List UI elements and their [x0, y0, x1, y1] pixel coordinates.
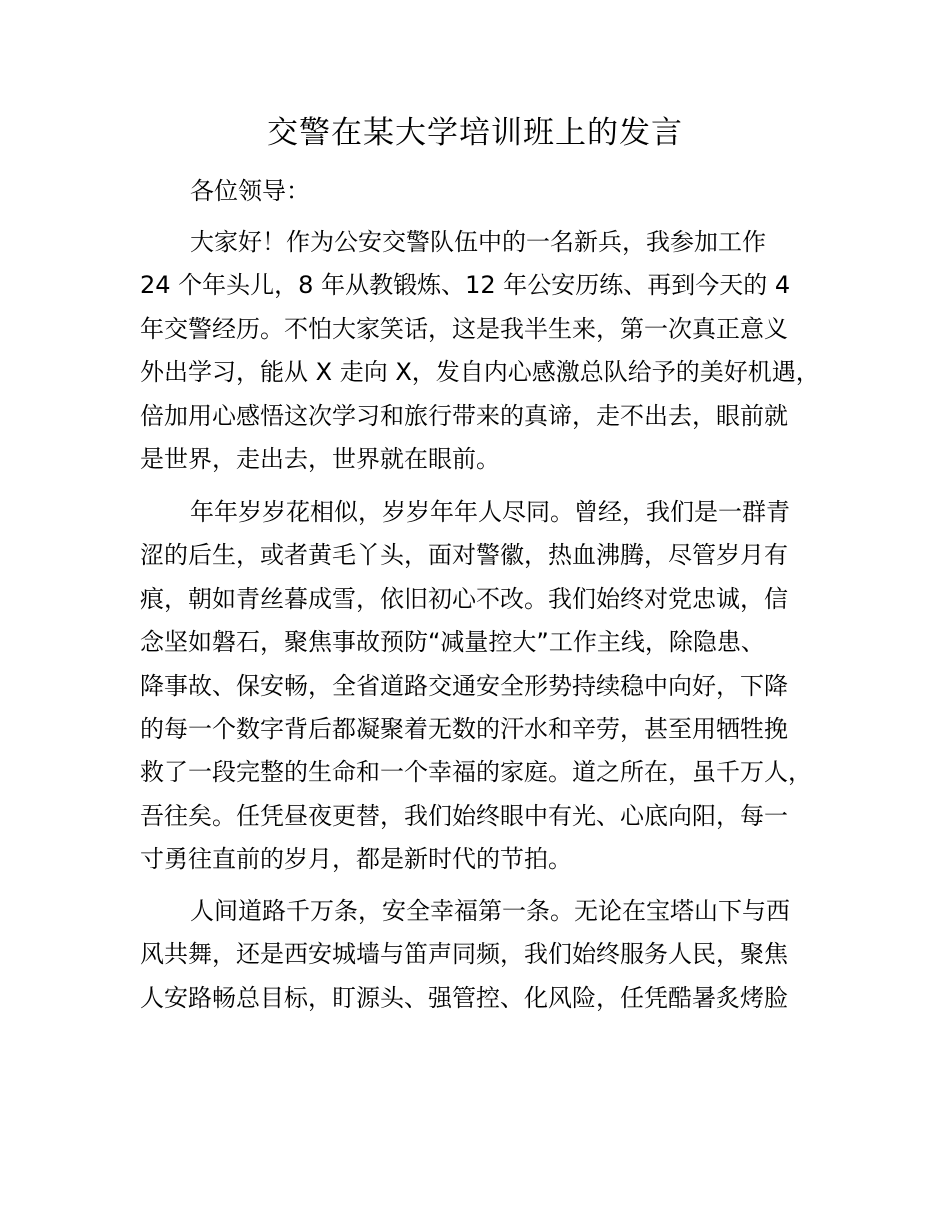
text-line: 风共舞，还是西安城墙与笛声同频，我们始终服务人民，聚焦 [140, 940, 788, 969]
text-line: 吾往矣。任凭昼夜更替，我们始终眼中有光、心底向阳，每一 [140, 801, 788, 830]
text-line: 寸勇往直前的岁月，都是新时代的节拍。 [140, 845, 572, 874]
text-line: 的每一个数字背后都凝聚着无数的汗水和辛劳，甚至用牺牲挽 [140, 714, 788, 743]
text-line: 痕，朝如青丝暮成雪，依旧初心不改。我们始终对党忠诚，信 [140, 584, 788, 613]
paragraph-1 [140, 221, 840, 481]
text-line: 24 个年头儿，8 年从教锻炼、12 年公安历练、再到今天的 4 [140, 271, 791, 300]
text-line: 人间道路千万条，安全幸福第一条。无论在宝塔山下与西 [190, 897, 790, 925]
text-line: 念坚如磐石，聚焦事故预防“减量控大”工作主线，除隐患、 [140, 628, 765, 657]
text-line: 涩的后生，或者黄毛丫头，面对警徽，热血沸腾，尽管岁月有 [140, 541, 788, 570]
paragraph-3 [140, 890, 840, 1020]
text-line: 救了一段完整的生命和一个幸福的家庭。道之所在，虽千万人， [140, 758, 812, 787]
text-line: 是世界，走出去，世界就在眼前。 [140, 444, 500, 473]
text-line: 大家好！作为公安交警队伍中的一名新兵，我参加工作 [190, 228, 766, 256]
text-line: 年交警经历。不怕大家笑话，这是我半生来，第一次真正意义 [140, 314, 788, 343]
text-line: 倍加用心感悟这次学习和旅行带来的真谛，走不出去，眼前就 [140, 401, 788, 430]
text-line: 降事故、保安畅，全省道路交通安全形势持续稳中向好，下降 [140, 671, 788, 700]
text-line: 人安路畅总目标，盯源头、强管控、化风险，任凭酷暑炙烤脸 [140, 983, 788, 1012]
document-title: 交警在某大学培训班上的发言 [267, 115, 683, 151]
text-line: 外出学习，能从 X 走向 X，发自内心感激总队给予的美好机遇， [140, 358, 820, 387]
salutation: 各位领导： [190, 177, 310, 205]
paragraph-2 [140, 491, 840, 882]
text-line: 年年岁岁花相似，岁岁年年人尽同。曾经，我们是一群青 [190, 498, 790, 526]
